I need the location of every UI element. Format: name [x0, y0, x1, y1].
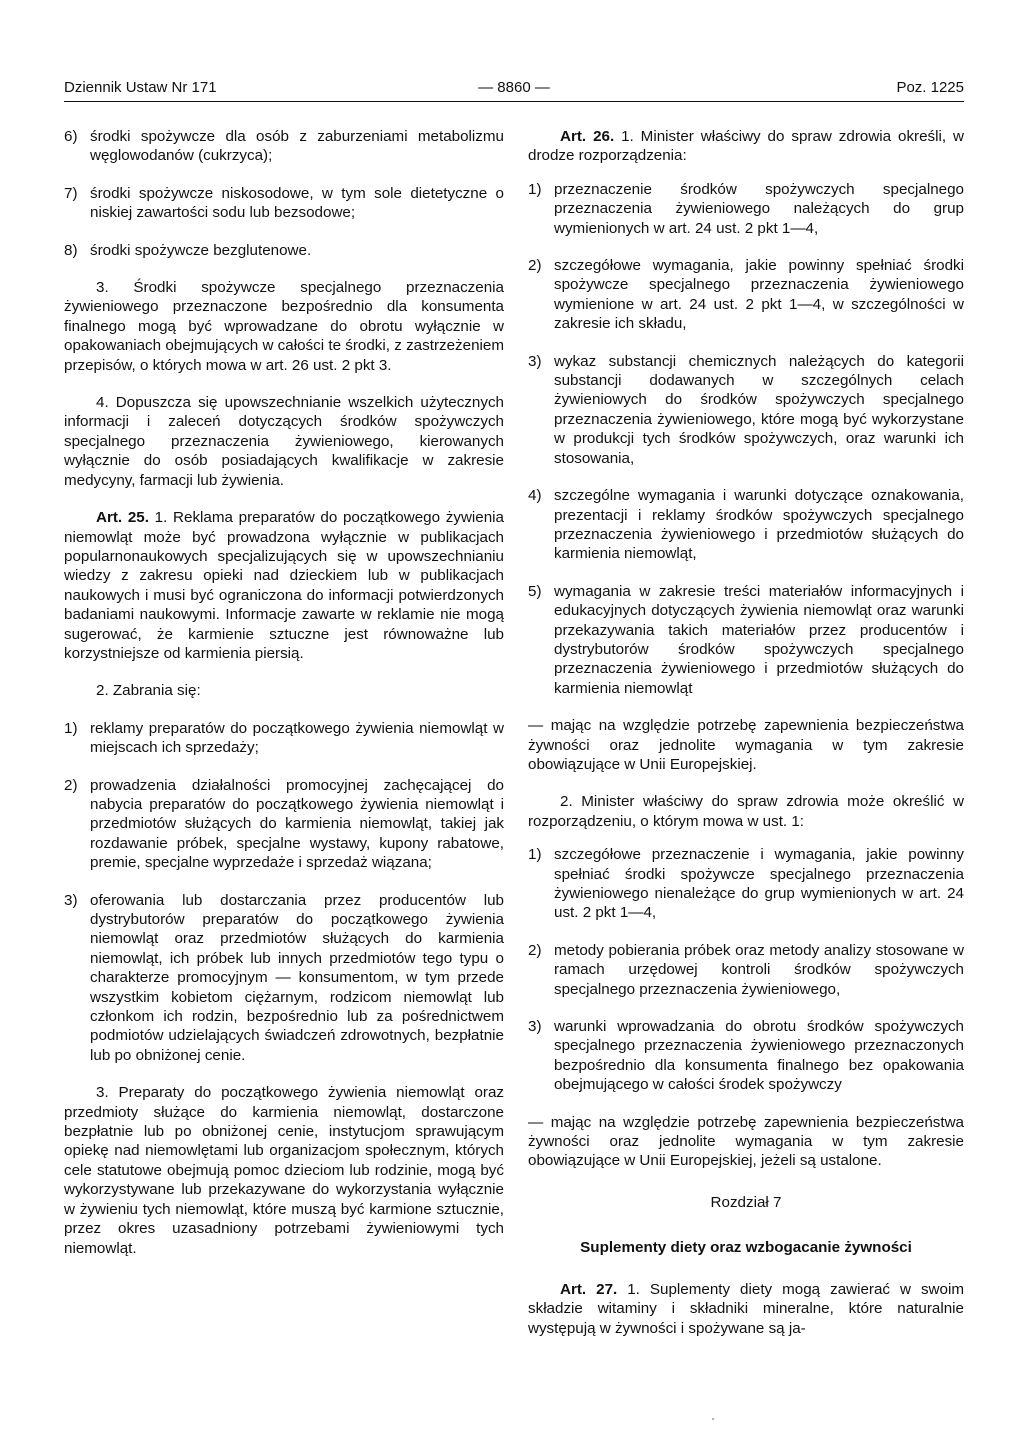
item-number: 3) — [528, 352, 542, 370]
list-item — [64, 719, 504, 758]
list-item — [64, 241, 504, 260]
item-number: 4) — [528, 487, 542, 505]
article-26 — [528, 127, 964, 166]
item-number: 6) — [64, 128, 78, 145]
item-number: 2) — [528, 941, 542, 959]
chapter-title: Suplementy diety oraz wzbogacanie żywności — [580, 1239, 912, 1257]
list-item — [528, 352, 964, 468]
list-item — [528, 180, 964, 238]
page-number: — 8860 — — [478, 79, 550, 96]
item-text: przeznaczenie środków spożywczych specjalnego przeznaczenia żywieniowego należących do grup wymienionych w art. 24 ust. 2 pkt 1—4, — [554, 180, 964, 237]
scan-speck — [712, 1418, 714, 1420]
item-number: 1) — [528, 846, 542, 864]
list-item — [528, 256, 964, 334]
page-header — [64, 79, 964, 102]
paragraph-3b: 3. Preparaty do początkowego żywienia niemowląt oraz przedmioty służące do karmienia niemowląt, dostarczone bezpłatnie lub po obniżonej cenie, instytucjom sprawującym opiekę nad niemowlętami lub organizacjom społecznym, których cele statutowe obejmują pomoc dzieciom lub rodzinie, mogą być wykorzystywane lub przekazywane do wykorzystania wyłącznie w żywieniu tych niemowląt, które muszą być karmione sztucznie, przez okres uzasadniony potrzebami żywieniowymi tych niemowląt. — [64, 1084, 504, 1257]
list-item — [64, 184, 504, 223]
list-item — [528, 1017, 964, 1095]
article-26-text: 1. Minister właściwy do spraw zdrowia określi, w drodze rozporządzenia: — [528, 128, 964, 165]
item-number: 8) — [64, 241, 78, 259]
list-item — [528, 486, 964, 564]
list-item — [64, 776, 504, 873]
right-column — [528, 127, 964, 1356]
position-number: Poz. 1225 — [896, 79, 964, 96]
item-number: 2) — [64, 776, 78, 794]
article-26-label: Art. 26. — [560, 128, 615, 145]
item-number: 7) — [64, 184, 78, 202]
item-text: wymagania w zakresie treści materiałów informacyjnych i edukacyjnych dotyczących żywienia niemowląt oraz warunki przekazywania takich materiałów przez producentów i dystrybutorów środków spożywczych specjalnego przeznaczenia żywieniowego i przedmiotów służących do karmienia niemowląt — [554, 582, 964, 697]
item-number: 5) — [528, 582, 542, 600]
closing-clause-2: — mając na względzie potrzebę zapewnienia bezpieczeństwa żywności oraz jednolite wymagania w tym zakresie obowiązujące w Unii Europejskiej, jeżeli są ustalone. — [528, 1113, 964, 1170]
paragraph-2-zabrania: 2. Zabrania się: — [96, 682, 201, 700]
list-item — [528, 941, 964, 999]
item-text: reklamy preparatów do początkowego żywienia niemowląt w miejscach ich sprzedaży; — [90, 719, 504, 757]
closing-clause-1: — mając na względzie potrzebę zapewnienia bezpieczeństwa żywności oraz jednolite wymagania w tym zakresie obowiązujące w Unii Europejskiej. — [528, 717, 964, 773]
list-item — [64, 127, 504, 166]
paragraph-4: 4. Dopuszcza się upowszechnianie wszelkich użytecznych informacji i zaleceń dotyczących środków spożywczych specjalnego przeznaczenia żywieniowego, kierowanych wyłącznie do osób posiadających kwalifikacje w zakresie medycyny, farmacji lub żywienia. — [64, 394, 504, 489]
paragraph-3: 3. Środki spożywcze specjalnego przeznaczenia żywieniowego przeznaczone bezpośrednio dla konsumenta finalnego mogą być wprowadzane do obrotu wyłącznie w opakowaniach obejmujących w całości te środki, z zastrzeżeniem przepisów, o których mowa w art. 26 ust. 2 pkt 3. — [64, 279, 504, 374]
item-text: szczegółowe przeznaczenie i wymagania, jakie powinny spełniać środki spożywcze specjalnego przeznaczenia żywieniowego nienależące do grup wymienionych w art. 24 ust. 2 pkt 1—4, — [554, 846, 964, 922]
article-25-text: 1. Reklama preparatów do początkowego żywienia niemowląt może być prowadzona wyłącznie w publikacjach popularnonaukowych specjalizujących się w upowszechnianiu wiedzy z zakresu opieki nad dzieckiem lub w publikacjach naukowych i musi być ograniczona do informacji potwierdzonych badaniami naukowymi. Informacje zawarte w reklamie nie mogą sugerować, że karmienie sztuczne jest równoważne lub korzystniejsze od karmienia piersią. — [64, 509, 505, 662]
chapter-heading: Rozdział 7 — [710, 1193, 782, 1211]
item-number: 2) — [528, 257, 542, 275]
article-27-label: Art. 27. — [560, 1280, 618, 1298]
article-27 — [528, 1280, 964, 1338]
journal-title: Dziennik Ustaw Nr 171 — [64, 79, 217, 96]
item-text: metody pobierania próbek oraz metody analizy stosowane w ramach urzędowej kontroli środków spożywczych specjalnego przeznaczenia żywieniowego, — [554, 941, 964, 998]
item-text: środki spożywcze dla osób z zaburzeniami metabolizmu węglowodanów (cukrzyca); — [90, 128, 504, 165]
item-text: oferowania lub dostarczania przez producentów lub dystrybutorów preparatów do początkowego żywienia niemowląt oraz przedmiotów służących do karmienia niemowląt, ich próbek lub innych przedmiotów tego typu o charakterze promocyjnym — konsumentom, w tym przede wszystkim kobietom ciężarnym, rodzicom niemowląt lub członkom ich rodzin, bezpośrednio lub za pośrednictwem podmiotów udzielających świadczeń zdrowotnych, bezpłatnie lub po obniżonej cenie. — [90, 891, 504, 1064]
list-item — [528, 845, 964, 923]
list-item — [64, 891, 504, 1066]
item-text: warunki wprowadzania do obrotu środków spożywczych specjalnego przeznaczenia żywieniowego przeznaczonych bezpośrednio dla konsumenta finalnego bez opakowania obejmującego w całości środek spożywczy — [554, 1018, 964, 1094]
item-text: wykaz substancji chemicznych należących do kategorii substancji dodawanych w szczególnych celach żywieniowych do środków spożywczych specjalnego przeznaczenia żywieniowego, które mogą być wykorzystane w produkcji tych środków spożywczych, oraz warunki ich stosowania, — [554, 352, 964, 467]
article-25 — [64, 508, 504, 663]
item-text: środki spożywcze niskosodowe, w tym sole dietetyczne o niskiej zawartości sodu lub bezsodowe; — [90, 184, 504, 222]
item-number: 3) — [528, 1018, 542, 1036]
item-number: 3) — [64, 891, 78, 909]
item-text: szczegółowe wymagania, jakie powinny spełniać środki spożywcze specjalnego przeznaczenia żywieniowego wymienione w art. 24 ust. 2 pkt 1—4, w szczególności w zakresie ich składu, — [554, 257, 964, 333]
item-number: 1) — [528, 180, 542, 198]
article-27-text: 1. Suplementy diety mogą zawierać w swoim składzie witaminy i składniki mineralne, które naturalnie występują w żywności i spożywane są ja- — [528, 1280, 964, 1337]
item-text: szczególne wymagania i warunki dotyczące oznakowania, prezentacji i reklamy środków spożywczych specjalnego przeznaczenia żywieniowego i przedmiotów służących do karmienia niemowląt, — [554, 487, 964, 563]
article-25-label: Art. 25. — [96, 509, 149, 527]
item-text: środki spożywcze bezglutenowe. — [90, 241, 312, 259]
list-item — [528, 582, 964, 698]
paragraph-2: 2. Minister właściwy do spraw zdrowia może określić w rozporządzeniu, o którym mowa w ust. 1: — [528, 793, 964, 830]
left-column — [64, 127, 504, 1276]
item-number: 1) — [64, 719, 78, 737]
item-text: prowadzenia działalności promocyjnej zachęcającej do nabycia preparatów do początkowego żywienia niemowląt i przedmiotów służących do karmienia niemowląt, takiej jak rozdawanie próbek, specjalne wystawy, kupony rabatowe, premie, specjalne wyprzedaże i sprzedaż wiązana; — [90, 776, 504, 872]
